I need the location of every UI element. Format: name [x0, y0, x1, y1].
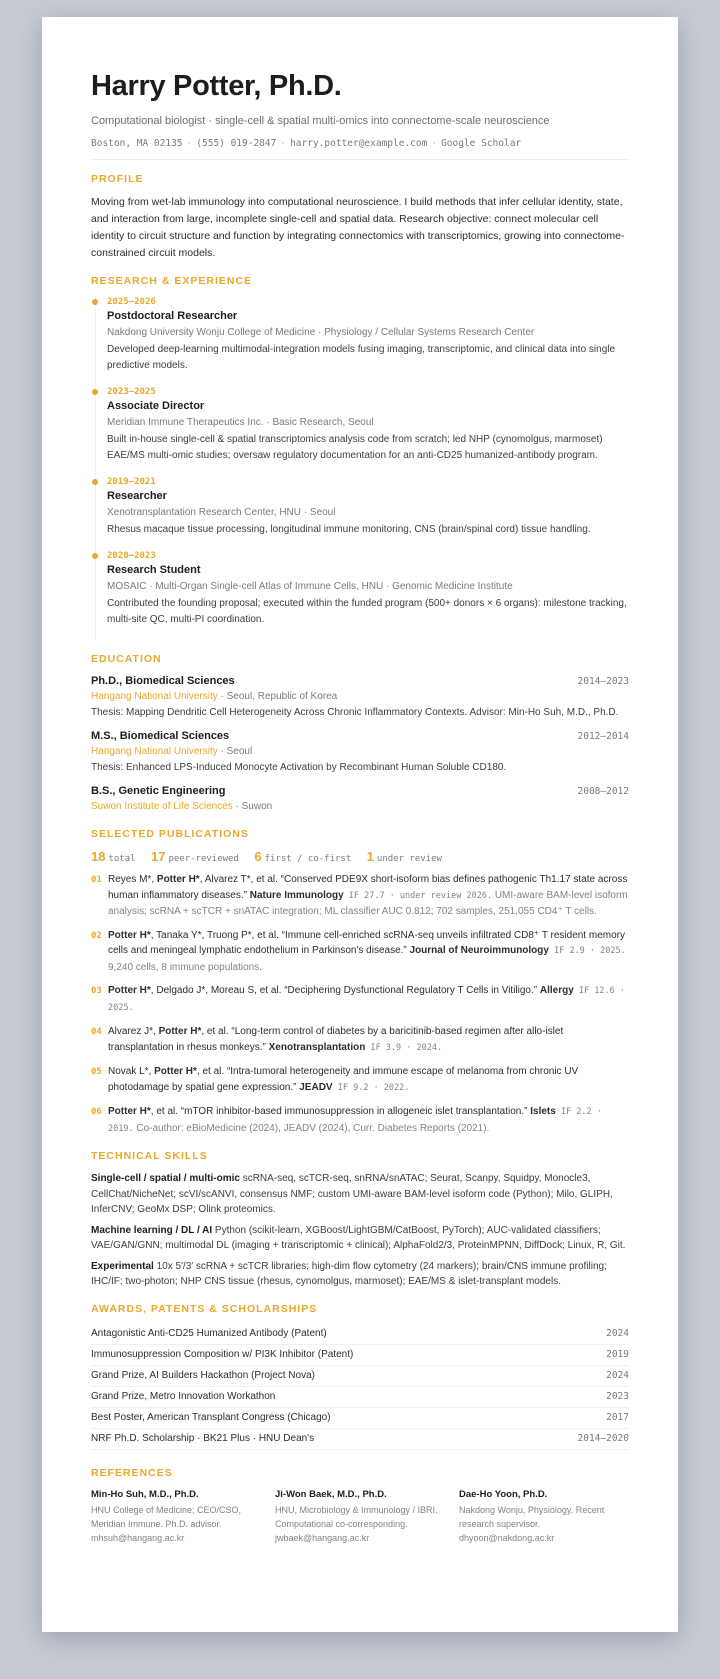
award-title: Antagonistic Anti-CD25 Humanized Antibody (Patent)	[91, 1328, 327, 1339]
publication-item	[91, 928, 629, 976]
skill-label: Experimental	[91, 1260, 154, 1272]
timeline-dot	[92, 299, 98, 305]
tagline: Computational biologist · single-cell & spatial multi-omics into connectome-scale neuroscience	[91, 115, 550, 127]
google-scholar-link[interactable]: Google Scholar	[441, 138, 522, 149]
section-heading-skills: TECHNICAL SKILLS	[91, 1150, 208, 1162]
reference-card	[275, 1488, 445, 1545]
highlighted-author: Potter H*	[108, 1106, 151, 1117]
timeline-dot	[92, 553, 98, 559]
education-years: 2012–2014	[577, 731, 629, 742]
skill-group	[91, 1223, 629, 1254]
reference-email[interactable]: jwbaek@hangang.ac.kr	[275, 1532, 370, 1543]
journal-name: JEADV	[299, 1081, 333, 1093]
page-title: Harry Potter, Ph.D.	[91, 70, 342, 102]
experience-org: Xenotransplantation Research Center, HNU · Seoul	[107, 507, 336, 518]
references-list	[91, 1488, 629, 1545]
section-heading-references: REFERENCES	[91, 1466, 173, 1479]
stat-total: 18 total	[91, 849, 136, 864]
reference-email[interactable]: dhyoon@nakdong.ac.kr	[459, 1532, 555, 1543]
highlighted-author: Potter H*	[158, 1026, 202, 1037]
publication-item	[91, 872, 629, 920]
reference-desc: Nakdong Wonju, Physiology. Recent research supervisor.	[459, 1504, 605, 1529]
separator: ·	[431, 138, 438, 149]
resume-page	[42, 17, 678, 1632]
experience-desc: Developed deep-learning multimodal-integration models fusing imaging, transcriptomic, and clinical data into single predictive models.	[107, 344, 616, 371]
experience-date: 2025–2026	[107, 297, 156, 307]
experience-role: Research Student	[107, 564, 201, 576]
publication-item	[91, 983, 629, 1016]
experience-timeline	[95, 296, 629, 640]
experience-org: MOSAIC · Multi-Organ Single-cell Atlas of Immune Cells, HNU · Genomic Medicine Institute	[107, 581, 513, 592]
publication-number: 01	[91, 875, 102, 885]
publication-number: 06	[91, 1107, 102, 1117]
education-item	[91, 674, 629, 721]
education-item	[91, 729, 629, 776]
publication-number: 02	[91, 930, 102, 941]
journal-meta: IF 27.7 · under review 2026.	[343, 890, 493, 901]
publication-stats	[91, 849, 629, 864]
experience-item	[107, 386, 629, 476]
education-degree: Ph.D., Biomedical Sciences	[91, 675, 235, 687]
reference-desc: HNU College of Medicine; CEO/CSO, Meridian Immune. Ph.D. advisor.	[91, 1504, 242, 1529]
skill-text: 10x 5′/3′ scRNA + scTCR libraries; high-dim flow cytometry (24 markers); brain/CNS immune profiling; IHC/IF; two-photon; NHP CNS tissue (rhesus, cynomolgus, marmoset); EAE/MS & islet-transplant models.	[91, 1260, 607, 1287]
highlighted-author: Potter H*	[108, 985, 151, 996]
education-degree: B.S., Genetic Engineering	[91, 785, 226, 797]
reference-name: Ji-Won Baek, M.D., Ph.D.	[275, 1488, 387, 1500]
award-row	[91, 1366, 629, 1387]
award-row	[91, 1387, 629, 1408]
stat-peer-reviewed: 17 peer-reviewed	[150, 849, 239, 864]
education-institution: Hangang National University	[91, 746, 218, 757]
contact-address: Boston, MA 02135	[91, 138, 183, 149]
award-row	[91, 1345, 629, 1366]
skill-text: Python (scikit-learn, XGBoost/LightGBM/CatBoost, PyTorch); AUC-validated classifiers; VAE/GAN/GNN; multimodal DL (imaging + transcriptomic + clinical); AlphaFold2/3, ProteinMPNN, DiffDock; Linux, R, Git.	[91, 1224, 626, 1251]
award-year: 2023	[606, 1391, 629, 1402]
education-degree: M.S., Biomedical Sciences	[91, 730, 230, 742]
contact-phone[interactable]: (555) 019-2847	[196, 138, 277, 149]
publication-note: UMI-aware BAM-level isoform analysis; scRNA + scTCR + snATAC integration; ML classifier AUC 0.812; 702 samples, 251,055 CD4⁺ T cells.	[108, 889, 628, 917]
publication-number: 04	[91, 1027, 102, 1037]
award-title: Grand Prize, Metro Innovation Workathon	[91, 1391, 276, 1402]
education-item	[91, 784, 629, 815]
publication-number: 05	[91, 1067, 102, 1077]
reference-card	[459, 1488, 629, 1545]
award-row	[91, 1324, 629, 1345]
award-year: 2017	[606, 1412, 629, 1423]
experience-desc: Rhesus macaque tissue processing, longitudinal immune monitoring, CNS (brain/spinal cord) tissue handling.	[107, 524, 591, 535]
education-years: 2008–2012	[577, 786, 629, 797]
journal-name: Allergy	[539, 985, 574, 996]
award-year: 2024	[606, 1328, 629, 1339]
experience-item	[107, 296, 629, 386]
reference-email[interactable]: mhsuh@hangang.ac.kr	[91, 1532, 185, 1543]
award-row	[91, 1429, 629, 1450]
experience-item	[107, 550, 629, 640]
experience-org: Meridian Immune Therapeutics Inc. · Basic Research, Seoul	[107, 417, 374, 428]
reference-name: Min-Ho Suh, M.D., Ph.D.	[91, 1488, 199, 1500]
experience-date: 2023–2025	[107, 387, 156, 397]
section-heading-profile: PROFILE	[91, 173, 144, 185]
award-year: 2014–2020	[577, 1433, 629, 1444]
reference-card	[91, 1488, 261, 1545]
timeline-dot	[92, 389, 98, 395]
experience-desc: Built in-house single-cell & spatial transcriptomics analysis code from scratch; led NHP (cynomolgus, marmoset) EAE/MS multi-omic studies; oversaw regulatory documentation for an anti-CD25 humanized-antibody program.	[107, 434, 603, 461]
experience-date: 2020–2023	[107, 551, 156, 561]
publication-item	[91, 1064, 629, 1096]
experience-date: 2019–2021	[107, 477, 156, 487]
experience-role: Postdoctoral Researcher	[107, 310, 238, 322]
education-institution: Suwon Institute of Life Sciences	[91, 801, 233, 812]
publication-number: 03	[91, 986, 102, 996]
award-title: Immunosuppression Composition w/ PI3K Inhibitor (Patent)	[91, 1349, 354, 1360]
publication-citation: Potter H*, Tanaka Y*, Truong P*, et al. “Immune cell-enriched scRNA-seq unveils infiltrated CD8⁺ T resident memory cells and meningeal lymphatic endothelium in Parkinson's disease.” Journal of Neuroimmunology IF 2.9 · 2025. 9,240 cells, 8 immune populations.	[108, 929, 626, 973]
journal-meta: IF 2.9 · 2025.	[548, 946, 626, 956]
journal-meta: IF 9.2 · 2022.	[332, 1082, 410, 1093]
separator: ·	[280, 138, 287, 149]
journal-meta: IF 12.6 · 2025.	[108, 986, 625, 1013]
journal-name: Journal of Neuroimmunology	[409, 945, 549, 956]
award-row	[91, 1408, 629, 1429]
skill-group	[91, 1259, 629, 1290]
journal-meta: IF 3.9 · 2024.	[365, 1042, 443, 1053]
publication-citation: Alvarez J*, Potter H*, et al. “Long-term control of diabetes by a baricitinib-based regimen after allo-islet transplantation in rhesus monkeys.” Xenotransplantation IF 3.9 · 2024.	[108, 1026, 564, 1053]
skill-text: scRNA-seq, scTCR-seq, snRNA/snATAC; Seurat, Scanpy, Squidpy, Monocle3, CellChat/NicheNet; scVI/scANVI, consensus NMF; custom UMI-aware BAM-level isoform code (Python); Milo, GLIPH, InferCNV; GeoMx DSP; Olink proteomics.	[91, 1173, 613, 1215]
stat-under-review: 1 under review	[366, 849, 442, 864]
publication-citation: Potter H*, et al. “mTOR inhibitor-based immunosuppression in allogeneic islet transplantation.” Islets IF 2.2 · 2019. Co-author: eBioMedicine (2024), JEADV (2024), Curr. Diabetes Reports (2021).	[108, 1106, 602, 1134]
awards-list	[91, 1324, 629, 1450]
contact-line	[91, 138, 629, 160]
section-heading-publications: SELECTED PUBLICATIONS	[91, 828, 249, 840]
journal-name: Xenotransplantation	[268, 1041, 366, 1053]
timeline-dot	[92, 479, 98, 485]
award-title: NRF Ph.D. Scholarship · BK21 Plus · HNU Dean's	[91, 1433, 315, 1444]
publication-citation: Potter H*, Delgado J*, Moreau S, et al. “Deciphering Dysfunctional Regulatory T Cells in Vitiligo.” Allergy IF 12.6 · 2025.	[108, 985, 625, 1013]
profile-text: Moving from wet-lab immunology into computational neuroscience. I build methods that infer cellular identity, state, and interaction from large, incomplete single-cell and spatial data. Research objective: connect molecular cell identity to circuit structure and function by integrating connectomics with transcriptomics, growing into connectome-constrained circuit models.	[91, 196, 625, 259]
award-year: 2019	[606, 1349, 629, 1360]
education-location: · Suwon	[232, 801, 273, 812]
skill-group	[91, 1171, 629, 1218]
skill-label: Single-cell / spatial / multi-omic	[91, 1173, 240, 1184]
reference-name: Dae-Ho Yoon, Ph.D.	[459, 1488, 548, 1500]
experience-desc: Contributed the founding proposal; executed within the funded program (500+ donors × 6 organs): milestone tracking, multi-site QC, multi-PI coordination.	[107, 598, 627, 625]
publication-note: 9,240 cells, 8 immune populations.	[108, 961, 262, 973]
publication-citation: Novak L*, Potter H*, et al. “Intra-tumoral heterogeneity and immune escape of melanoma from chronic UV photodamage by spatial gene expression.” JEADV IF 9.2 · 2022.	[108, 1066, 579, 1093]
education-location: · Seoul, Republic of Korea	[217, 691, 338, 702]
award-title: Best Poster, American Transplant Congress (Chicago)	[91, 1412, 331, 1423]
experience-org: Nakdong University Wonju College of Medicine · Physiology / Cellular Systems Research Center	[107, 327, 535, 338]
education-years: 2014–2023	[577, 676, 629, 687]
separator: ·	[186, 138, 193, 149]
contact-email-link[interactable]: harry.potter@example.com	[290, 138, 428, 149]
journal-name: Islets	[530, 1106, 556, 1117]
experience-item	[107, 476, 629, 550]
section-heading-experience: RESEARCH & EXPERIENCE	[91, 275, 253, 287]
education-thesis: Thesis: Mapping Dendritic Cell Heterogeneity Across Chronic Inflammatory Contexts. Advisor: Min-Ho Suh, M.D., Ph.D.	[91, 707, 619, 718]
stat-first-author: 6 first / co-first	[254, 849, 352, 864]
award-title: Grand Prize, AI Builders Hackathon (Project Nova)	[91, 1370, 315, 1381]
publication-item	[91, 1024, 629, 1056]
reference-desc: HNU, Microbiology & Immunology / IBRI. Computational co-corresponding.	[275, 1504, 438, 1529]
publication-note: Co-author: eBioMedicine (2024), JEADV (2024), Curr. Diabetes Reports (2021).	[133, 1122, 490, 1134]
education-location: · Seoul	[217, 746, 253, 757]
publication-item	[91, 1104, 629, 1137]
education-thesis: Thesis: Enhanced LPS-Induced Monocyte Activation by Recombinant Human Soluble CD180.	[91, 762, 507, 773]
journal-name: Nature Immunology	[249, 889, 344, 901]
skill-label: Machine learning / DL / AI	[91, 1224, 213, 1236]
highlighted-author: Potter H*	[156, 874, 200, 885]
highlighted-author: Potter H*	[108, 929, 151, 941]
section-heading-education: EDUCATION	[91, 653, 162, 665]
section-heading-awards: AWARDS, PATENTS & SCHOLARSHIPS	[91, 1302, 318, 1315]
journal-meta: IF 2.2 · 2019.	[108, 1107, 602, 1134]
highlighted-author: Potter H*	[154, 1066, 197, 1077]
award-year: 2024	[606, 1370, 629, 1381]
experience-role: Associate Director	[107, 400, 205, 412]
education-institution: Hangang National University	[91, 691, 218, 702]
publication-citation: Reyes M*, Potter H*, Alvarez T*, et al. “Conserved PDE9X short-isoform bias defines pathogenic Th1.17 state across human inflammatory diseases.” Nature Immunology IF 27.7 · under review 2026. UMI-aware BAM-level isoform analysis; scRNA + scTCR + snATAC integration; ML classifier AUC 0.812; 702 samples, 251,055 CD4⁺ T cells.	[108, 874, 628, 917]
experience-role: Researcher	[107, 490, 167, 502]
